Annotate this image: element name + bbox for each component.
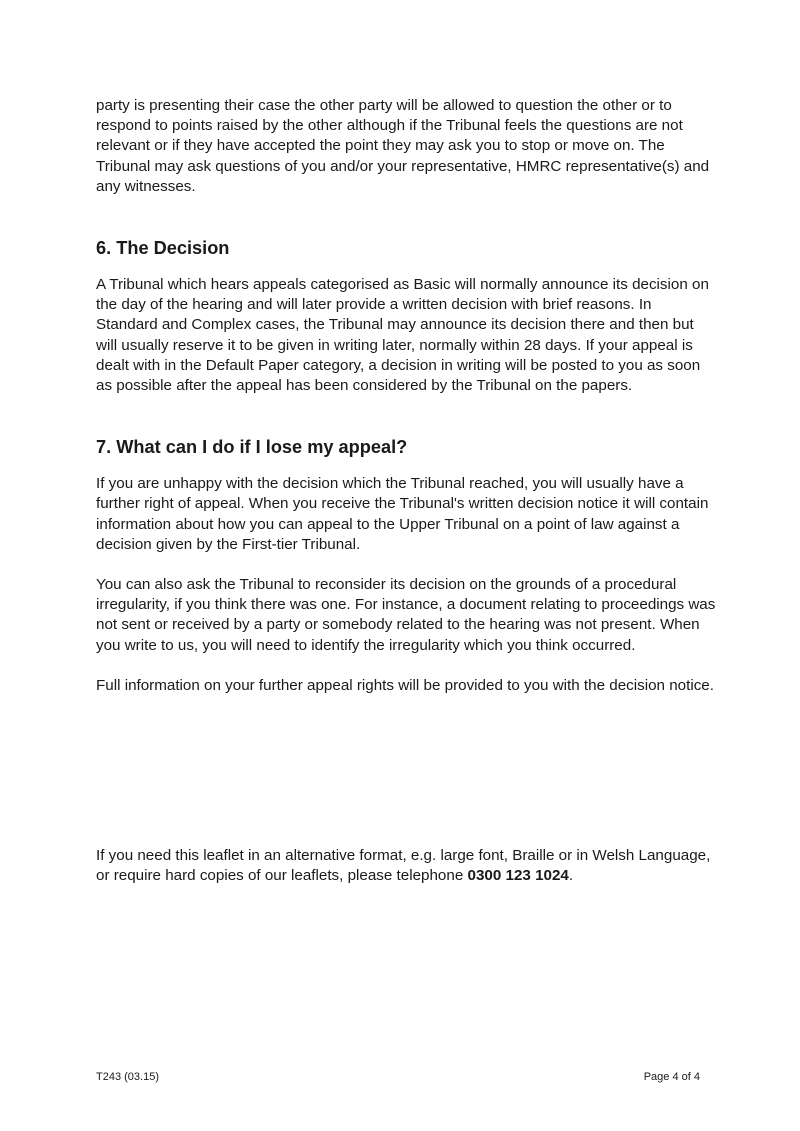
form-code: T243 (03.15) (96, 1071, 159, 1083)
section-7-paragraph-1: If you are unhappy with the decision which the Tribunal reached, you will usually have a further right of appeal. When you receive the Tribunal's written decision notice it will contain information about how you can appeal to the Upper Tribunal on a point of law against a decision given by the First-tier Tribunal. (96, 475, 709, 553)
contact-notice (96, 846, 716, 886)
section-6-heading: 6. The Decision (96, 238, 230, 259)
section-6-paragraph: A Tribunal which hears appeals categorised as Basic will normally announce its decision on the day of the hearing and will later provide a written decision with brief reasons. In Standard and Complex cases, the Tribunal may announce its decision there and then but will usually reserve it to be given in writing later, normally within 28 days. If your appeal is dealt with in the Default Paper category, a decision in writing will be posted to you as soon as possible after the appeal has been considered by the Tribunal on the papers. (96, 276, 709, 395)
section-7-heading: 7. What can I do if I lose my appeal? (96, 437, 408, 458)
section-7-paragraph-3: Full information on your further appeal rights will be provided to you with the decision notice. (96, 676, 714, 694)
intro-paragraph: party is presenting their case the other party will be allowed to question the other or to respond to points raised by the other although if the Tribunal feels the questions are not relevant or if they have accepted the point they may ask you to stop or move on. The Tribunal may ask questions of you and/or your representative, HMRC representative(s) and any witnesses. (96, 97, 710, 195)
contact-text: If you need this leaflet in an alternative format, e.g. large font, Braille or in Welsh Language, or require hard copies of our leaflets, please telephone (96, 847, 711, 885)
contact-end: . (568, 867, 574, 885)
section-7-paragraph-2: You can also ask the Tribunal to reconsider its decision on the grounds of a procedural irregularity, if you think there was one. For instance, a document relating to proceedings was not sent or received by a party or somebody related to the hearing was not present. When you write to us, you will need to identify the irregularity which you think occurred. (96, 576, 716, 654)
contact-phone-number: 0300 123 1024 (467, 867, 569, 885)
document-body (96, 96, 716, 696)
page-number: Page 4 of 4 (643, 1071, 700, 1083)
